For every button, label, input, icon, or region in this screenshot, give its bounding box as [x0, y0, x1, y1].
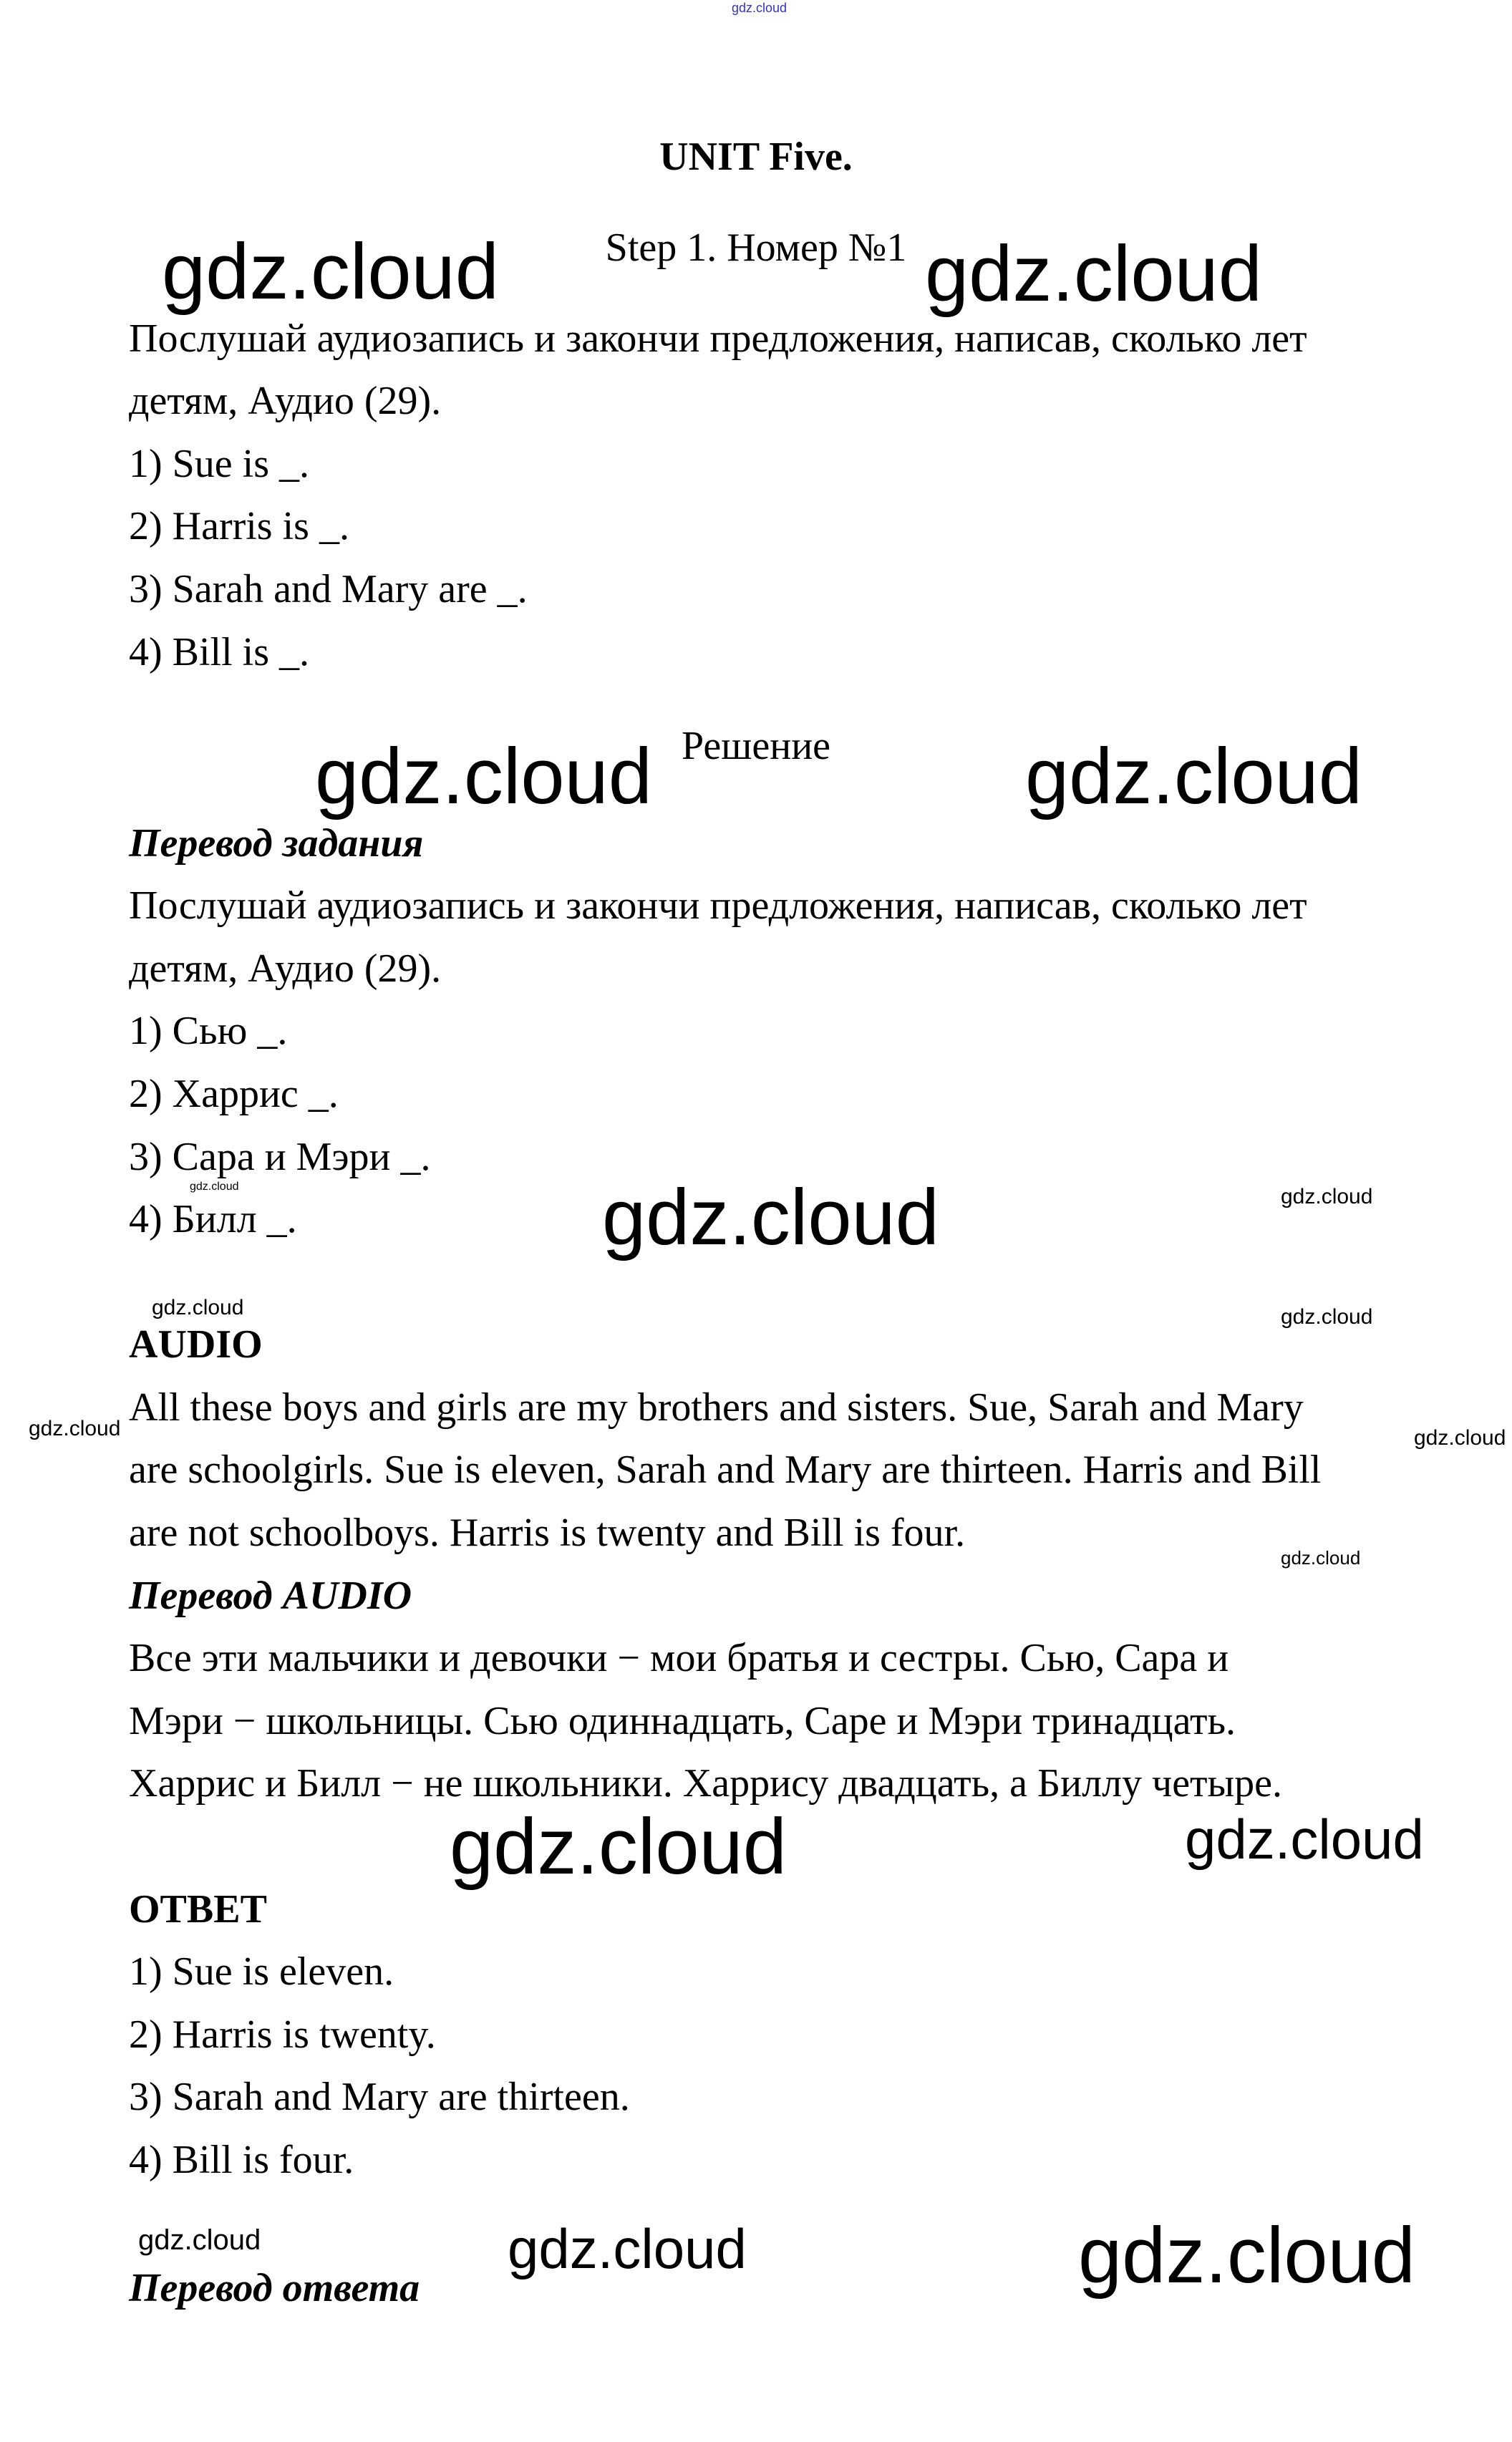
- task-translation-item: 2) Харрис _.: [129, 1072, 339, 1116]
- answer-heading: ОТВЕТ: [129, 1887, 267, 1932]
- watermark: gdz.cloud: [925, 230, 1262, 318]
- task-translation-item: 1) Сью _.: [129, 1009, 288, 1053]
- answer-item: 3) Sarah and Mary are thirteen.: [129, 2075, 630, 2119]
- watermark: gdz.cloud: [1025, 732, 1362, 820]
- answer-translation-heading: Перевод ответа: [129, 2266, 420, 2310]
- task-translation-text: Послушай аудиозапись и закончи предложения, написав, сколько лет: [129, 883, 1307, 928]
- watermark: gdz.cloud: [1281, 1547, 1361, 1569]
- audio-text: are not schoolboys. Harris is twenty and Bill is four.: [129, 1511, 966, 1555]
- watermark: gdz.cloud: [152, 1296, 244, 1319]
- answer-item: 2) Harris is twenty.: [129, 2012, 436, 2057]
- watermark: gdz.cloud: [1185, 1808, 1424, 1871]
- exercise-subtitle: Step 1. Номер №1: [605, 226, 907, 270]
- task-item: 1) Sue is _.: [129, 442, 309, 486]
- page-title: UNIT Five.: [659, 135, 853, 179]
- header-watermark: gdz.cloud: [732, 1, 788, 15]
- task-text: детям, Аудио (29).: [129, 379, 442, 423]
- audio-translation-heading: Перевод AUDIO: [129, 1574, 412, 1618]
- task-translation-heading: Перевод задания: [129, 821, 424, 866]
- watermark: gdz.cloud: [138, 2224, 261, 2256]
- task-translation-text: детям, Аудио (29).: [129, 946, 442, 991]
- solution-label: Решение: [681, 724, 831, 768]
- watermark: gdz.cloud: [1281, 1305, 1373, 1329]
- answer-item: 1) Sue is eleven.: [129, 1949, 394, 1994]
- task-text: Послушай аудиозапись и закончи предложения, написав, сколько лет: [129, 316, 1307, 361]
- audio-text: are schoolgirls. Sue is eleven, Sarah and Mary are thirteen. Harris and Bill: [129, 1448, 1322, 1492]
- audio-translation-text: Мэри − школьницы. Сью одиннадцать, Саре и Мэри тринадцать.: [129, 1699, 1236, 1743]
- task-translation-item: 4) Билл _.: [129, 1197, 297, 1241]
- watermark: gdz.cloud: [190, 1181, 239, 1193]
- watermark: gdz.cloud: [315, 732, 652, 820]
- task-item: 4) Bill is _.: [129, 630, 310, 674]
- watermark: gdz.cloud: [1414, 1426, 1506, 1450]
- task-item: 3) Sarah and Mary are _.: [129, 567, 528, 611]
- audio-translation-text: Харрис и Билл − не школьники. Харрису двадцать, а Биллу четыре.: [129, 1761, 1283, 1806]
- watermark: gdz.cloud: [1078, 2211, 1415, 2300]
- audio-text: All these boys and girls are my brothers and sisters. Sue, Sarah and Mary: [129, 1385, 1304, 1430]
- answer-item: 4) Bill is four.: [129, 2138, 354, 2182]
- audio-translation-text: Все эти мальчики и девочки − мои братья и сестры. Сью, Сара и: [129, 1636, 1229, 1680]
- task-translation-item: 3) Сара и Мэри _.: [129, 1135, 431, 1179]
- watermark: gdz.cloud: [1281, 1185, 1373, 1208]
- watermark: gdz.cloud: [602, 1173, 939, 1261]
- watermark: gdz.cloud: [450, 1803, 787, 1891]
- watermark: gdz.cloud: [29, 1417, 121, 1440]
- task-item: 2) Harris is _.: [129, 504, 349, 548]
- audio-heading: AUDIO: [129, 1322, 263, 1367]
- watermark: gdz.cloud: [162, 228, 499, 316]
- watermark: gdz.cloud: [508, 2217, 747, 2280]
